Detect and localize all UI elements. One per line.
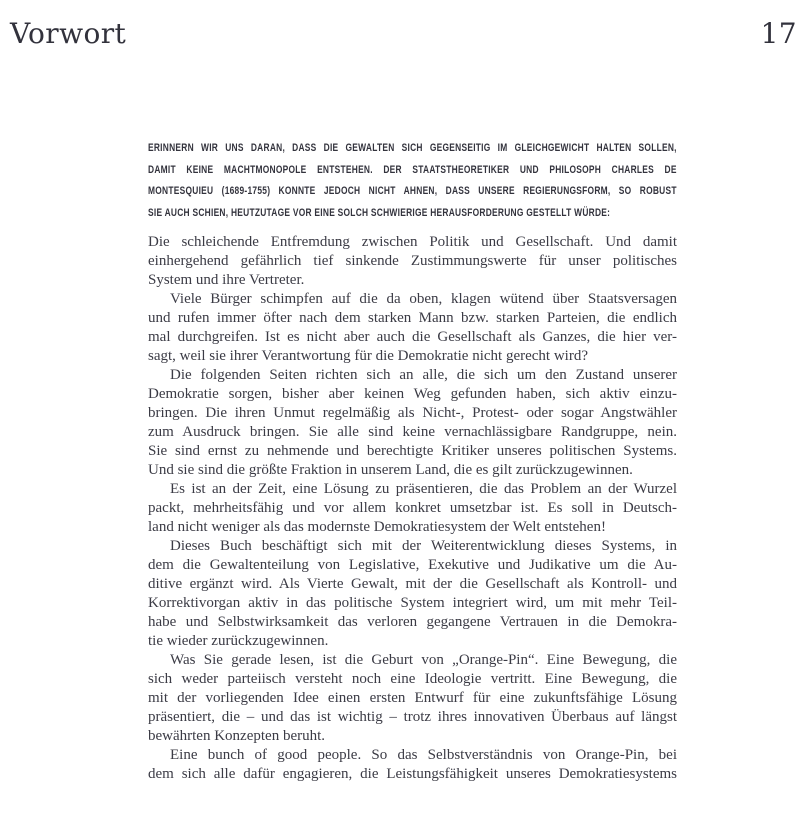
text-line: Was Sie gerade lesen, ist die Geburt von „Orange-Pin“. Eine Bewegung, die [170,652,677,668]
text-line: Viele Bürger schimpfen auf die da oben, klagen wütend über Staatsversagen [170,291,677,307]
text-line: land nicht weniger als das modernste Demokratiesystem der Welt entstehen! [148,519,606,535]
text-line: ditive ergänzt wird. Als Vierte Gewalt, mit der die Gesellschaft als Kontroll- und [148,576,677,592]
text-line: Demokratie sorgen, bisher aber keinen Weg gefunden haben, sich aktiv einzu- [148,386,677,402]
page-number: 17 [760,17,797,50]
text-line: System und ihre Vertreter. [148,272,305,288]
text-line: Korrektivorgan aktiv in das politische System integriert wird, um mit mehr Teil- [148,595,677,611]
text-line: präsentiert, die – und das ist wichtig – trotz ihres innovativen Überbaus auf längst [148,709,677,725]
text-line: sagt, weil sie ihrer Verantwortung für die Demokratie nicht gerecht wird? [148,348,588,364]
text-line: tie wieder zurückzugewinnen. [148,633,329,649]
body-paragraph-1 [148,233,677,290]
lede-paragraph [148,138,677,224]
text-line: und rufen immer öfter nach dem starken Mann bzw. starken Parteien, die endlich [148,310,677,326]
body-paragraph-2 [148,290,677,366]
body-paragraph-6 [148,651,677,746]
text-line: packt, mehrheitsfähig und vor allem konkret umsetzbar ist. Es soll in Deutsch- [148,500,677,516]
text-line: Sie sind ernst zu nehmende und berechtigte Kritiker unseres politischen Systems. [148,443,677,459]
text-line: Dieses Buch beschäftigt sich mit der Weiterentwicklung dieses Systems, in [170,538,677,554]
text-line: einhergehend gefährlich tief sinkende Zustimmungswerte für unser politisches [148,253,677,269]
text-line: mal durchgreifen. Ist es nicht aber auch die Gesellschaft als Ganzes, die hier ver- [148,329,677,345]
text-line: sich weder parteiisch versteht noch eine Ideologie vertritt. Eine Bewegung, die [148,671,677,687]
text-line: bringen. Die ihren Unmut regelmäßig als Nicht-, Protest- oder sogar Angstwähler [148,405,677,421]
text-line: mit der vorliegenden Idee einen ersten Entwurf für eine zukunftsfähige Lösung [148,690,677,706]
body-paragraph-4 [148,480,677,537]
text-line: Und sie sind die größte Fraktion in unserem Land, die es gilt zurückzugewinnen. [148,462,633,478]
text-line: habe und Selbstwirksamkeit das verloren gegangene Vertrauen in die Demokra- [148,614,677,630]
body-paragraph-3 [148,366,677,480]
body-paragraph-5 [148,537,677,651]
page-header [10,17,797,50]
text-line: Eine bunch of good people. So das Selbstverständnis von Orange-Pin, bei [170,747,677,763]
text-line: ERINNERN WIR UNS DARAN, DASS DIE GEWALTEN SICH GEGENSEITIG IM GLEICHGEWICHT HALTEN SOLLEN, [148,142,677,154]
text-line: MONTESQUIEU (1689-1755) KONNTE JEDOCH NICHT AHNEN, DASS UNSERE REGIERUNGSFORM, SO ROBUST [148,185,677,198]
text-line: SIE AUCH SCHIEN, HEUTZUTAGE VOR EINE SOLCH SCHWIERIGE HERAUSFORDERUNG GESTELLT WÜRDE: [148,206,611,219]
text-line: Die folgenden Seiten richten sich an alle, die sich um den Zustand unserer [170,367,677,383]
text-line: DAMIT KEINE MACHTMONOPOLE ENTSTEHEN. DER STAATSTHEORETIKER UND PHILOSOPH CHARLES DE [148,163,677,176]
body-text [148,233,677,784]
text-line: dem sich alle dafür engagieren, die Leistungsfähigkeit unseres Demokratiesystems [148,766,677,782]
text-line: dem die Gewaltenteilung von Legislative, Exekutive und Judikative um die Au- [148,557,677,573]
body-paragraph-7 [148,746,677,784]
text-line: Die schleichende Entfremdung zwischen Politik und Gesellschaft. Und damit [148,234,677,250]
text-line: Es ist an der Zeit, eine Lösung zu präsentieren, die das Problem an der Wurzel [170,481,677,497]
chapter-title: Vorwort [10,17,127,50]
text-line: zum Ausdruck bringen. Sie alle sind keine vernachlässigbare Randgruppe, nein. [148,424,677,440]
text-line: bewährten Konzepten beruht. [148,728,326,744]
